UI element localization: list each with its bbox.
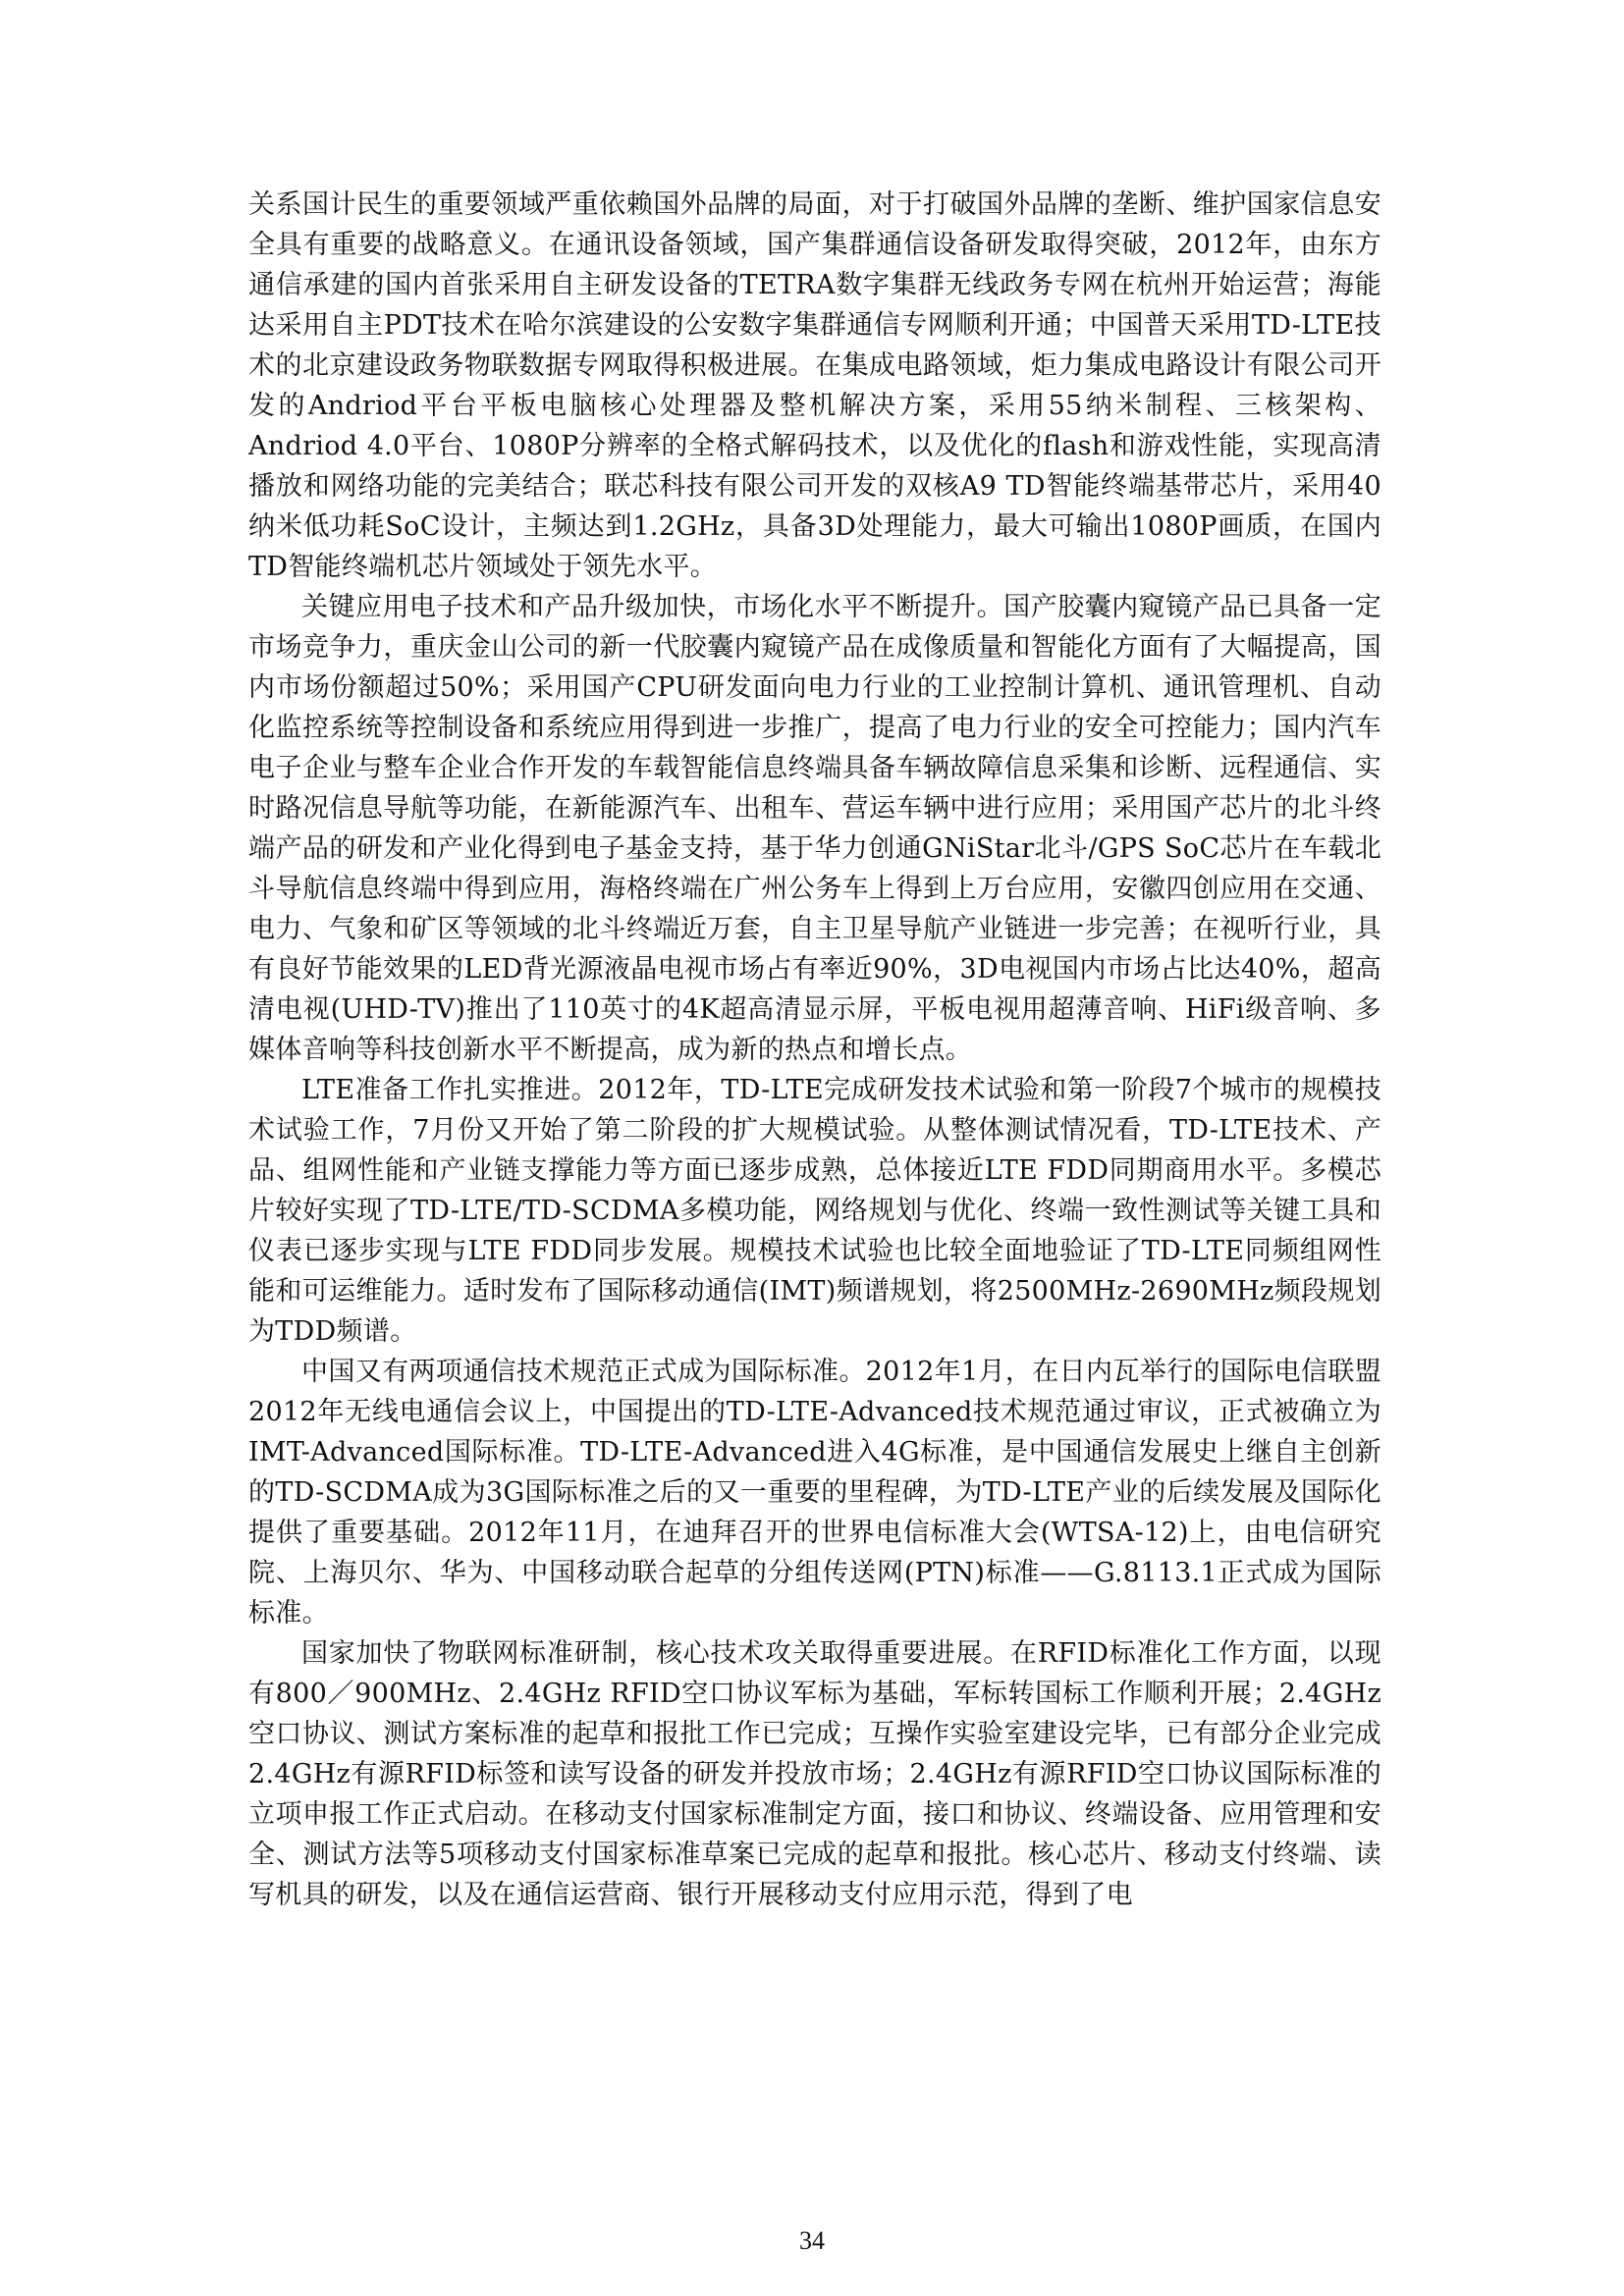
paragraph-international-standards: 中国又有两项通信技术规范正式成为国际标准。2012年1月，在日内瓦举行的国际电信联盟2012年无线电通信会议上，中国提出的TD-LTE-Advanced技术规范通过审议，正式被确立为IMT-Advanced国际标准。TD-LTE-Advanced进入4G标准，是中国通信发展史上继自主创新的TD-SCDMA成为3G国际标准之后的又一重要的里程碑，为TD-LTE产业的后续发展及国际化提供了重要基础。2012年11月，在迪拜召开的世界电信标准大会(WTSA-12)上，由电信研究院、上海贝尔、华为、中国移动联合起草的分组传送网(PTN)标准——G.8113.1正式成为国际标准。 (248, 1357, 1381, 1629)
paragraph-iot-standards: 国家加快了物联网标准研制，核心技术攻关取得重要进展。在RFID标准化工作方面，以现有800／900MHz、2.4GHz RFID空口协议军标为基础，军标转国标工作顺利开展；2.4GHz空口协议、测试方案标准的起草和报批工作已完成；互操作实验室建设完毕，已有部分企业完成2.4GHz有源RFID标签和读写设备的研发并投放市场；2.4GHz有源RFID空口协议国际标准的立项申报工作正式启动。在移动支付国家标准制定方面，接口和协议、终端设备、应用管理和安全、测试方法等5项移动支付国家标准草案已完成的起草和报批。核心芯片、移动支付终端、读写机具的研发，以及在通信运营商、银行开展移动支付应用示范，得到了电 (248, 1638, 1381, 1910)
paragraph-lte-preparation: LTE准备工作扎实推进。2012年，TD-LTE完成研发技术试验和第一阶段7个城市的规模技术试验工作，7月份又开始了第二阶段的扩大规模试验。从整体测试情况看，TD-LTE技术、产品、组网性能和产业链支撑能力等方面已逐步成熟，总体接近LTE FDD同期商用水平。多模芯片较好实现了TD-LTE/TD-SCDMA多模功能，网络规划与优化、终端一致性测试等关键工具和仪表已逐步实现与LTE FDD同步发展。规模技术试验也比较全面地验证了TD-LTE同频组网性能和可运维能力。适时发布了国际移动通信(IMT)频谱规划，将2500MHz-2690MHz频段规划为TDD频谱。 (248, 1075, 1381, 1347)
page-number: 34 (799, 2226, 825, 2255)
body-text (248, 185, 1381, 1915)
paragraph-continuation: 关系国计民生的重要领域严重依赖国外品牌的局面，对于打破国外品牌的垄断、维护国家信息安全具有重要的战略意义。在通讯设备领域，国产集群通信设备研发取得突破，2012年，由东方通信承建的国内首张采用自主研发设备的TETRA数字集群无线政务专网在杭州开始运营；海能达采用自主PDT技术在哈尔滨建设的公安数字集群通信专网顺利开通；中国普天采用TD-LTE技术的北京建设政务物联数据专网取得积极进展。在集成电路领域，炬力集成电路设计有限公司开发的Andriod平台平板电脑核心处理器及整机解决方案，采用55纳米制程、三核架构、Andriod 4.0平台、1080P分辨率的全格式解码技术，以及优化的flash和游戏性能，实现高清播放和网络功能的完美结合；联芯科技有限公司开发的双核A9 TD智能终端基带芯片，采用40纳米低功耗SoC设计，主频达到1.2GHz，具备3D处理能力，最大可输出1080P画质，在国内TD智能终端机芯片领域处于领先水平。 (248, 189, 1381, 582)
paragraph-electronics-applications: 关键应用电子技术和产品升级加快，市场化水平不断提升。国产胶囊内窥镜产品已具备一定市场竞争力，重庆金山公司的新一代胶囊内窥镜产品在成像质量和智能化方面有了大幅提高，国内市场份额超过50%；采用国产CPU研发面向电力行业的工业控制计算机、通讯管理机、自动化监控系统等控制设备和系统应用得到进一步推广，提高了电力行业的安全可控能力；国内汽车电子企业与整车企业合作开发的车载智能信息终端具备车辆故障信息采集和诊断、远程通信、实时路况信息导航等功能，在新能源汽车、出租车、营运车辆中进行应用；采用国产芯片的北斗终端产品的研发和产业化得到电子基金支持，基于华力创通GNiStar北斗/GPS SoC芯片在车载北斗导航信息终端中得到应用，海格终端在广州公务车上得到上万台应用，安徽四创应用在交通、电力、气象和矿区等领域的北斗终端近万套，自主卫星导航产业链进一步完善；在视听行业，具有良好节能效果的LED背光源液晶电视市场占有率近90%，3D电视国内市场占比达40%，超高清电视(UHD-TV)推出了110英寸的4K超高清显示屏，平板电视用超薄音响、HiFi级音响、多媒体音响等科技创新水平不断提高，成为新的热点和增长点。 (248, 592, 1381, 1065)
